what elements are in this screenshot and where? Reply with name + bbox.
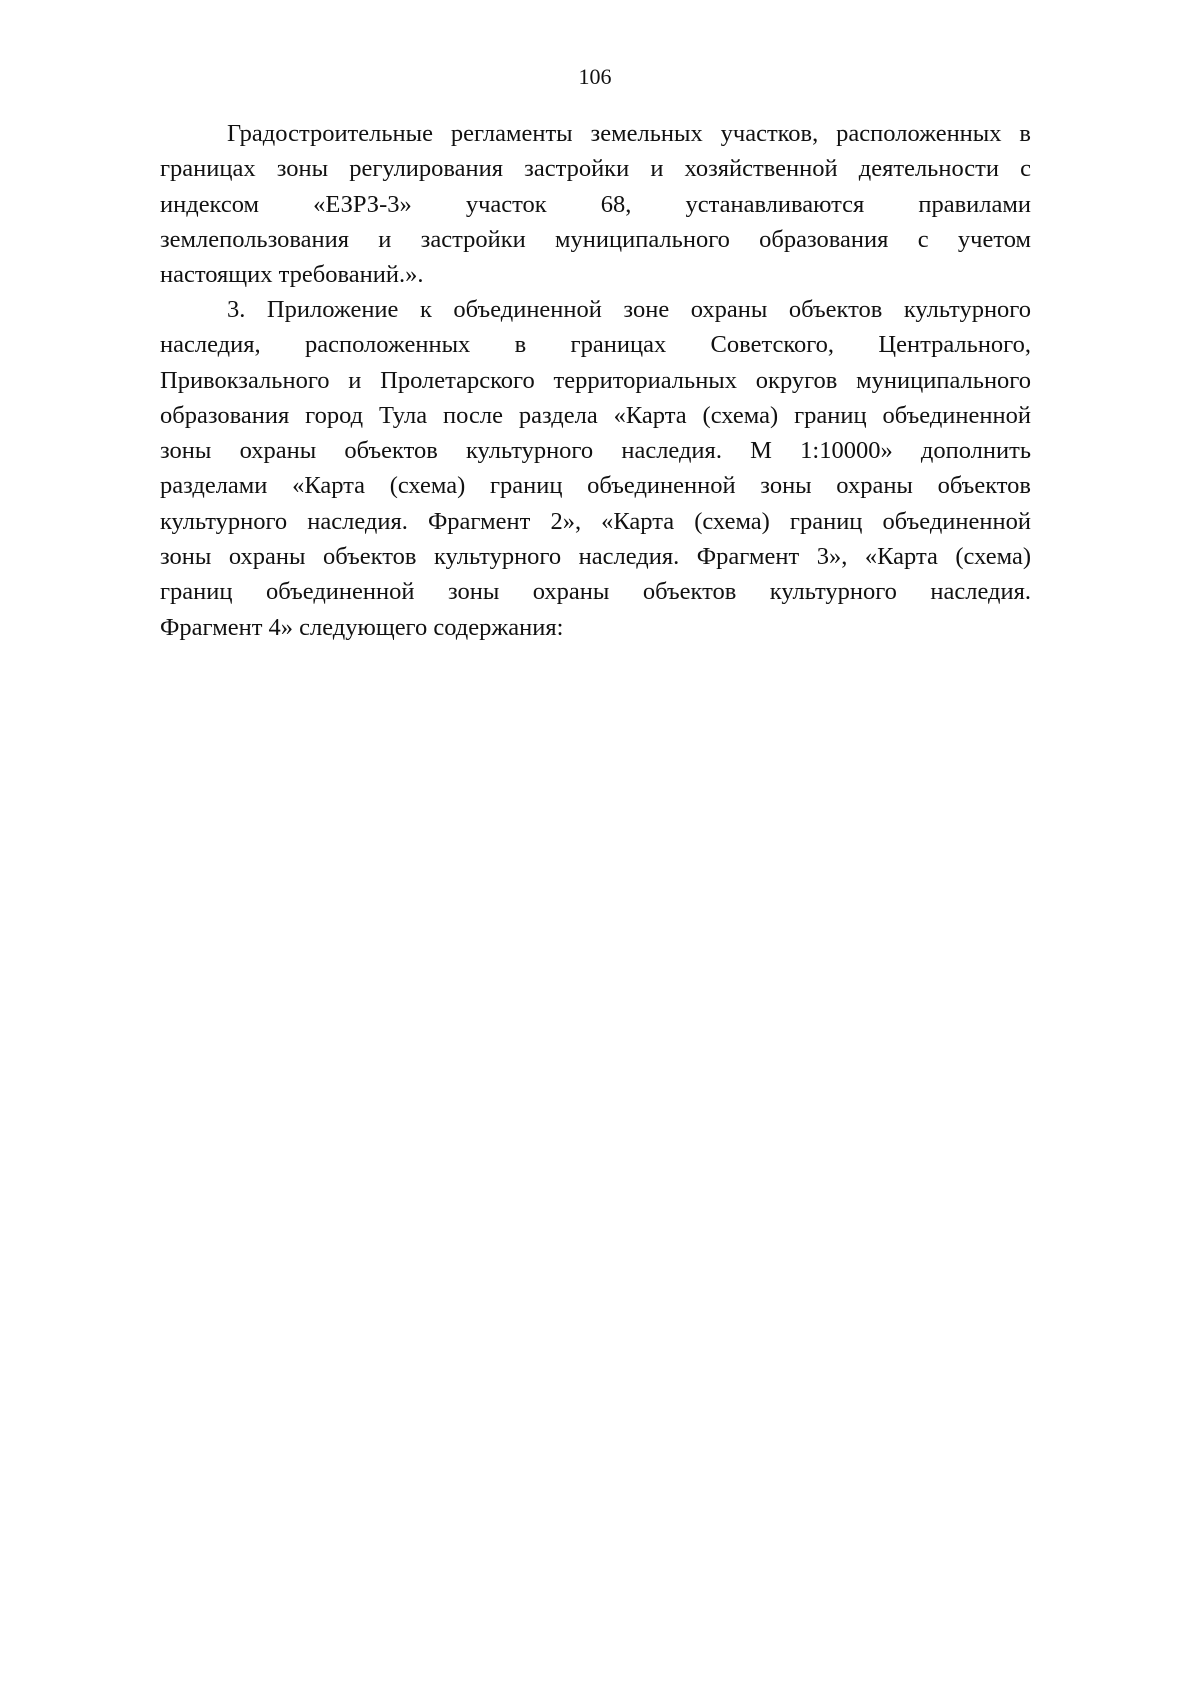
text-line: зоны охраны объектов культурного наследия. М 1:10000» дополнить xyxy=(160,437,1031,465)
text-line: индексом «ЕЗРЗ-3» участок 68, устанавливаются правилами xyxy=(160,190,1031,218)
text-line: культурного наследия. Фрагмент 2», «Карта (схема) границ объединенной xyxy=(160,507,1031,535)
text-line: образования город Тула после раздела «Карта (схема) границ объединенной xyxy=(160,401,1031,429)
text-line: границ объединенной зоны охраны объектов культурного наследия. xyxy=(160,578,1031,606)
text-line: настоящих требований.». xyxy=(160,261,424,289)
text-line: зоны охраны объектов культурного наследия. Фрагмент 3», «Карта (схема) xyxy=(160,543,1031,571)
text-line: Привокзального и Пролетарского территориальных округов муниципального xyxy=(160,366,1031,394)
text-line: землепользования и застройки муниципального образования с учетом xyxy=(160,225,1031,253)
text-line: разделами «Карта (схема) границ объединенной зоны охраны объектов xyxy=(160,472,1031,500)
text-line: Градостроительные регламенты земельных участков, расположенных в xyxy=(227,120,1031,147)
text-line: 3. Приложение к объединенной зоне охраны объектов культурного xyxy=(227,296,1031,323)
text-line: Фрагмент 4» следующего содержания: xyxy=(160,613,564,641)
page-number: 106 xyxy=(578,64,612,89)
text-line: наследия, расположенных в границах Советского, Центрального, xyxy=(160,331,1031,359)
paragraph-item-3 xyxy=(160,292,1031,645)
text-line: границах зоны регулирования застройки и хозяйственной деятельности с xyxy=(160,155,1031,183)
paragraph-regulations xyxy=(160,116,1031,292)
